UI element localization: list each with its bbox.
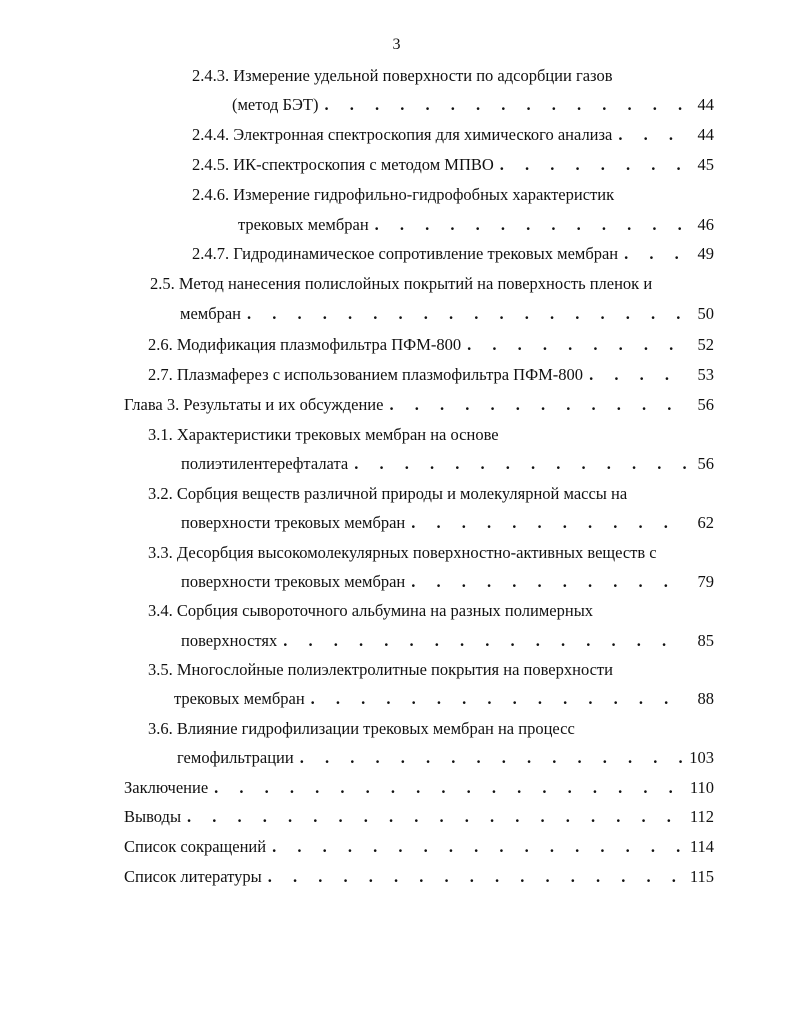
toc-entry-3-4 — [181, 630, 714, 652]
toc-entry-2-4-3 — [232, 94, 714, 116]
toc-entry-2-4-7 — [192, 243, 714, 265]
toc-page-number: 56 — [697, 454, 714, 473]
leader-dots — [589, 364, 688, 386]
toc-entry-text: (метод БЭТ) — [232, 95, 319, 114]
toc-entry-text: трековых мембран — [238, 215, 369, 234]
leader-dots — [300, 747, 686, 769]
leader-dots — [272, 836, 686, 858]
leader-dots — [311, 688, 688, 710]
toc-page-number: 103 — [689, 748, 714, 767]
leader-dots — [187, 806, 686, 828]
leader-dots — [411, 512, 688, 534]
toc-entry-2-4-6-line1: 2.4.6. Измерение гидрофильно-гидрофобных характеристик — [192, 185, 615, 204]
toc-page-number: 50 — [697, 304, 714, 323]
leader-dots — [411, 571, 688, 593]
toc-page-number: 49 — [697, 244, 714, 263]
toc-page-number: 44 — [697, 95, 714, 114]
toc-entry-3-6 — [177, 747, 714, 769]
toc-entry-conclusion — [124, 777, 714, 799]
leader-dots — [624, 243, 688, 265]
toc-page-number: 112 — [689, 807, 714, 826]
toc-entry-2-4-4 — [192, 124, 714, 146]
toc-entry-text: 2.6. Модификация плазмофильтра ПФМ-800 — [148, 335, 462, 354]
leader-dots — [389, 394, 688, 416]
toc-entry-3-1 — [181, 453, 714, 475]
toc-entry-text: 2.4.7. Гидродинамическое сопротивление трековых мембран — [192, 244, 619, 263]
leader-dots — [618, 124, 688, 146]
toc-entry-text: мембран — [180, 304, 242, 323]
toc-entry-2-4-3-line1: 2.4.3. Измерение удельной поверхности по адсорбции газов — [192, 66, 613, 85]
leader-dots — [467, 334, 688, 356]
toc-page-number: 115 — [689, 867, 714, 886]
toc-entry-text: трековых мембран — [174, 689, 305, 708]
leader-dots — [268, 866, 686, 888]
toc-entry-2-6 — [148, 334, 714, 356]
toc-page-number: 46 — [697, 215, 714, 234]
toc-page-number: 110 — [689, 778, 714, 797]
toc-entry-text: гемофильтрации — [177, 748, 294, 767]
toc-entry-text: поверхности трековых мембран — [181, 513, 406, 532]
toc-page-number: 114 — [689, 837, 714, 856]
leader-dots — [283, 630, 688, 652]
leader-dots — [214, 777, 686, 799]
toc-page-number: 62 — [697, 513, 714, 532]
toc-entry-references — [124, 866, 714, 888]
leader-dots — [247, 303, 688, 325]
toc-entry-text: Список литературы — [124, 867, 262, 886]
toc-entry-chapter-3 — [124, 394, 714, 416]
toc-entry-3-3-line1: 3.3. Десорбция высокомолекулярных поверхностно-активных веществ с — [148, 543, 657, 562]
toc-entry-3-2 — [181, 512, 714, 534]
toc-entry-findings — [124, 806, 714, 828]
toc-page-number: 79 — [697, 572, 714, 591]
toc-entry-3-4-line1: 3.4. Сорбция сывороточного альбумина на разных полимерных — [148, 601, 594, 620]
toc-entry-text: Выводы — [124, 807, 182, 826]
toc-page-number: 45 — [697, 155, 714, 174]
toc-entry-text: 2.4.4. Электронная спектроскопия для химического анализа — [192, 125, 613, 144]
toc-entry-2-4-5 — [192, 154, 714, 176]
toc-page-number: 52 — [697, 335, 714, 354]
toc-entry-3-5 — [174, 688, 714, 710]
toc-entry-3-3 — [181, 571, 714, 593]
toc-entry-3-6-line1: 3.6. Влияние гидрофилизации трековых мембран на процесс — [148, 719, 575, 738]
toc-entry-text: Заключение — [124, 778, 209, 797]
page-number: 3 — [392, 36, 401, 53]
leader-dots — [500, 154, 688, 176]
toc-page-number: 53 — [697, 365, 714, 384]
toc-entry-text: 2.4.5. ИК-спектроскопия с методом МПВО — [192, 155, 494, 174]
toc-entry-text: Глава 3. Результаты и их обсуждение — [124, 395, 384, 414]
toc-entry-text: полиэтилентерефталата — [181, 454, 349, 473]
toc-entry-2-5 — [180, 303, 714, 325]
toc-entry-2-5-line1: 2.5. Метод нанесения полислойных покрытий на поверхность пленок и — [150, 274, 653, 293]
toc-entry-text: поверхности трековых мембран — [181, 572, 406, 591]
toc-page-number: 85 — [697, 631, 714, 650]
toc-page-number: 56 — [697, 395, 714, 414]
toc-entry-abbreviations — [124, 836, 714, 858]
toc-entry-2-4-6 — [238, 214, 714, 236]
toc-page-number: 44 — [697, 125, 714, 144]
leader-dots — [325, 94, 689, 116]
leader-dots — [375, 214, 688, 236]
leader-dots — [354, 453, 688, 475]
toc-page-number: 88 — [697, 689, 714, 708]
toc-entry-text: поверхностях — [181, 631, 278, 650]
toc-entry-2-7 — [148, 364, 714, 386]
toc-entry-3-5-line1: 3.5. Многослойные полиэлектролитные покрытия на поверхности — [148, 660, 613, 679]
toc-entry-text: 2.7. Плазмаферез с использованием плазмофильтра ПФМ-800 — [148, 365, 584, 384]
toc-entry-3-1-line1: 3.1. Характеристики трековых мембран на основе — [148, 425, 499, 444]
toc-entry-3-2-line1: 3.2. Сорбция веществ различной природы и молекулярной массы на — [148, 484, 628, 503]
toc-entry-text: Список сокращений — [124, 837, 267, 856]
